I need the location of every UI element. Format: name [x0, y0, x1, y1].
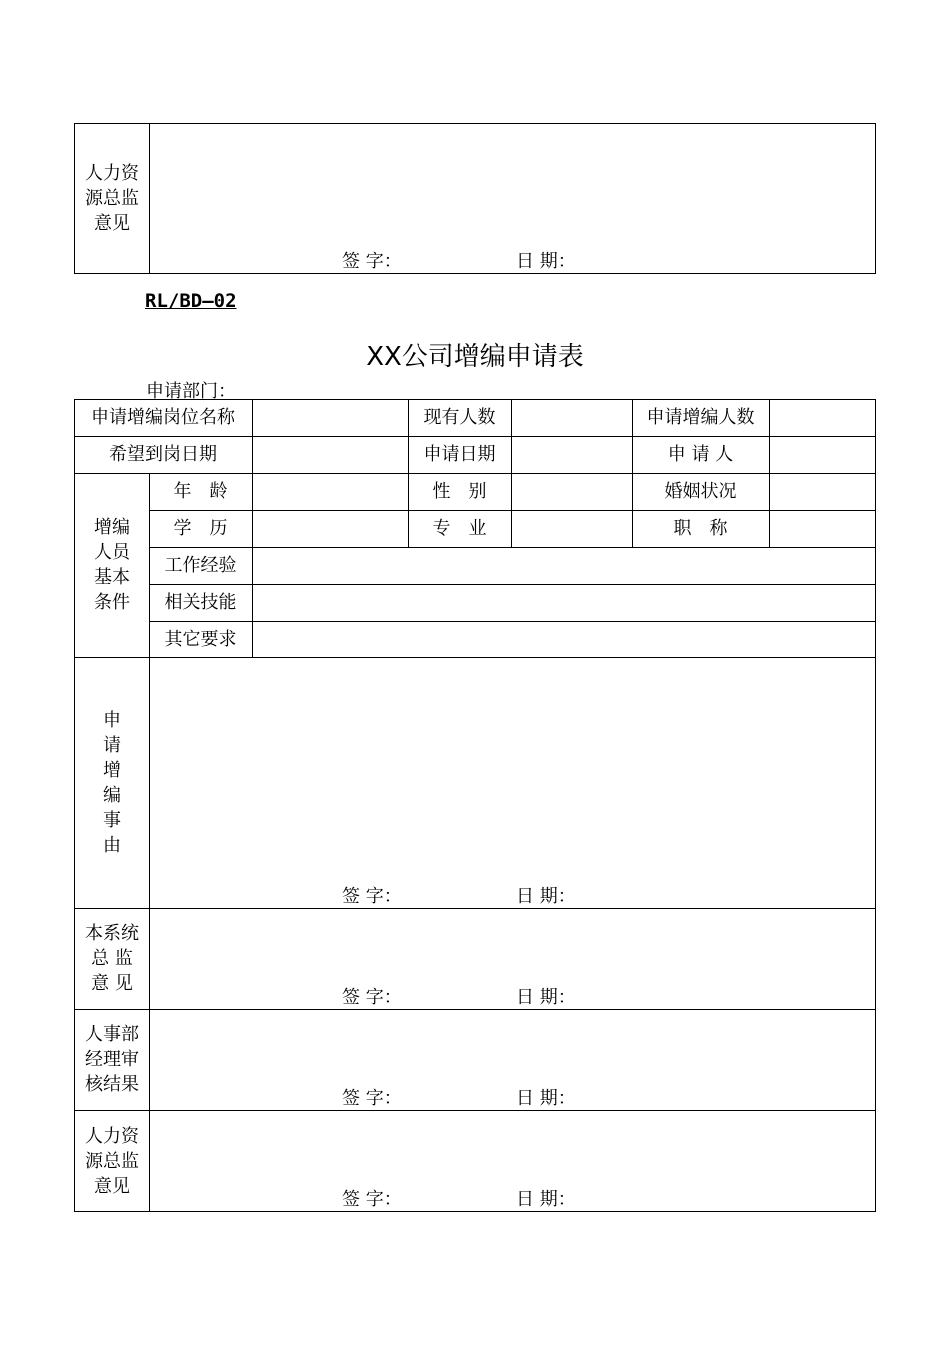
education-label: 学 历 [173, 518, 228, 539]
age-label: 年 龄 [173, 481, 228, 502]
hr-manager-sign-label: 签 字： [342, 1088, 402, 1109]
apply-date-label: 申请日期 [423, 444, 496, 465]
major-label: 专 业 [432, 518, 487, 539]
marital-label: 婚姻状况 [664, 481, 737, 502]
row-line [74, 1110, 876, 1111]
form-code: RL/BD—02 [145, 290, 237, 312]
requirements-label: 增编 人员 基本 条件 [94, 517, 130, 613]
reason-label: 申 请 增 编 事 由 [103, 709, 121, 856]
system-director-label: 本系统 总 监 意 见 [85, 923, 139, 994]
current-count-value[interactable] [511, 399, 632, 436]
hr-director-sign-label: 签 字： [342, 1189, 402, 1210]
page-title: XX公司增编申请表 [366, 342, 584, 372]
row-line [149, 584, 876, 585]
title-label: 职 称 [673, 518, 728, 539]
skills-label: 相关技能 [164, 592, 237, 613]
hr-manager-date-label: 日 期： [516, 1088, 576, 1109]
top-sign-label: 签 字： [342, 251, 402, 272]
expected-date-value[interactable] [252, 436, 408, 473]
reason-sign-label: 签 字： [342, 886, 402, 907]
apply-date-value[interactable] [511, 436, 632, 473]
hr-director-date-label: 日 期： [516, 1189, 576, 1210]
row-line [74, 657, 876, 658]
row-line [74, 908, 876, 909]
gender-label: 性 别 [432, 481, 487, 502]
department-label: 申请部门： [146, 381, 236, 402]
col-line [252, 473, 253, 657]
row-line [149, 547, 876, 548]
expected-date-label: 希望到岗日期 [109, 444, 217, 465]
experience-label: 工作经验 [164, 555, 237, 576]
hr-manager-label: 人事部 经理审 核结果 [85, 1024, 139, 1095]
reason-date-label: 日 期： [516, 886, 576, 907]
current-count-label: 现有人数 [423, 407, 496, 428]
position-name-label: 申请增编岗位名称 [91, 407, 235, 428]
row-line [149, 621, 876, 622]
top-hr-director-label: 人力资 源总监 意见 [85, 163, 139, 234]
position-name-value[interactable] [252, 399, 408, 436]
requested-count-value[interactable] [769, 399, 876, 436]
top-date-label: 日 期： [516, 251, 576, 272]
requested-count-label: 申请增编人数 [646, 407, 755, 428]
system-director-date-label: 日 期： [516, 987, 576, 1008]
other-label: 其它要求 [164, 628, 237, 650]
system-director-sign-label: 签 字： [342, 987, 402, 1008]
top-opinion-block [74, 123, 876, 274]
row-line [74, 1009, 876, 1010]
applicant-value[interactable] [769, 436, 876, 473]
hr-director-label: 人力资 源总监 意见 [85, 1125, 139, 1197]
applicant-label: 申 请 人 [667, 444, 734, 465]
